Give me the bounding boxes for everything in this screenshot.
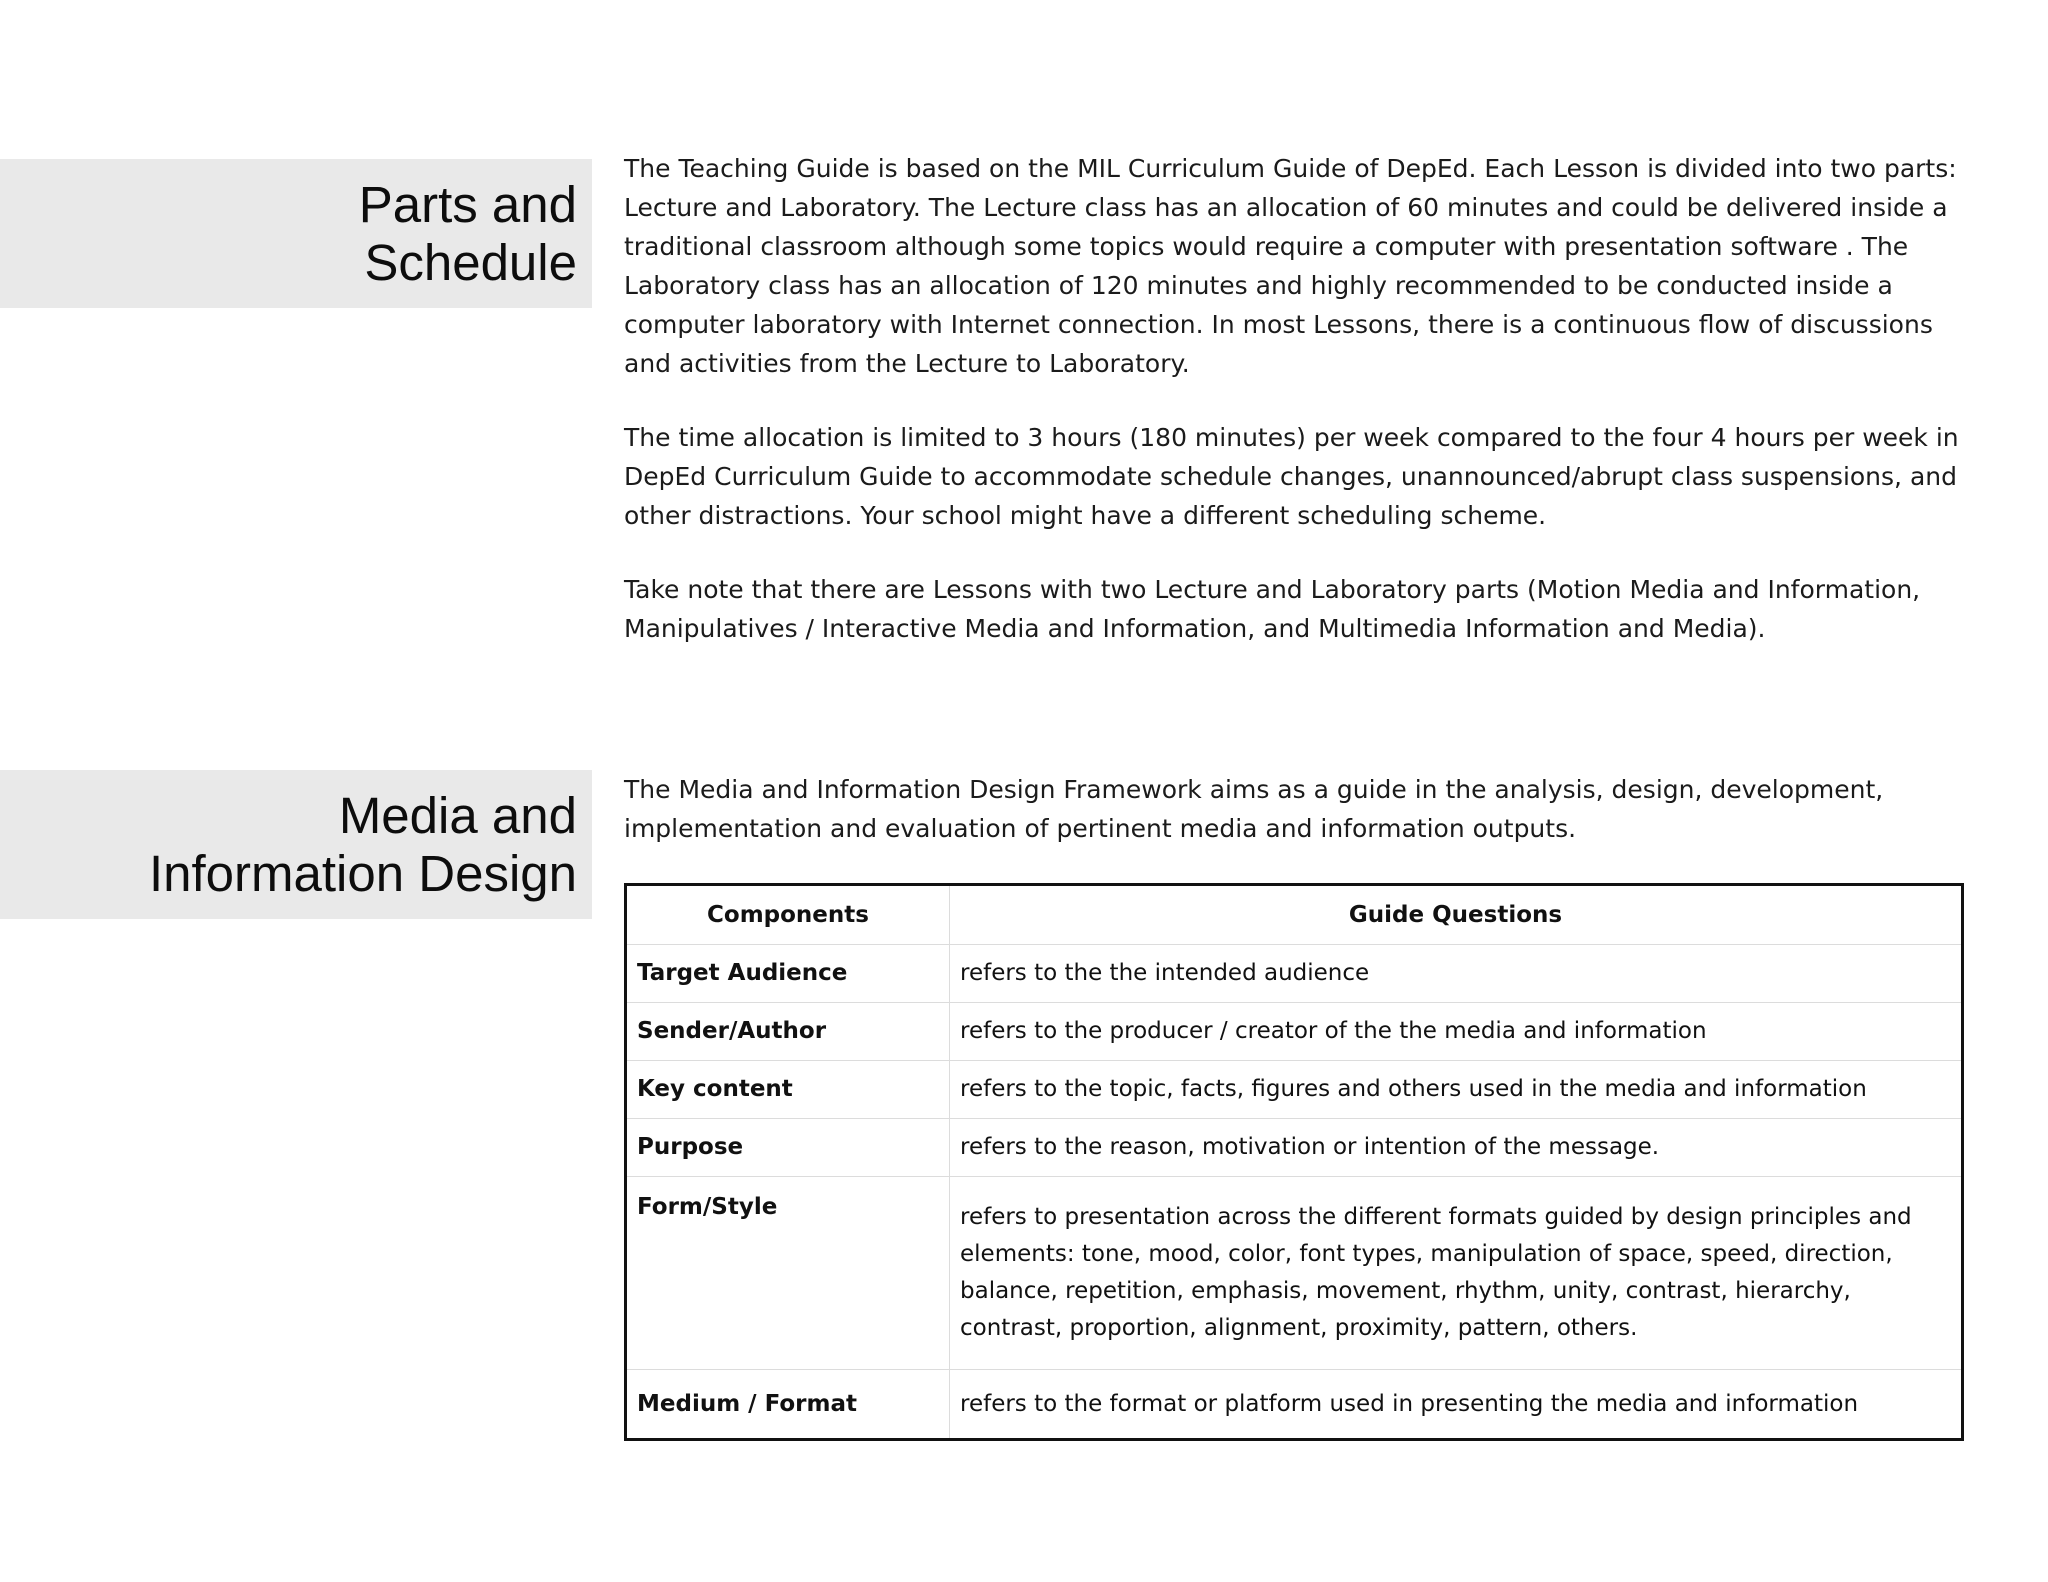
description-cell: refers to presentation across the different formats guided by design principles and elements: tone, mood, color, font types, manipulation of space, speed, direction, balance, repetition, emphasis, movement, rhythm, unity, contrast, hierarchy, contrast, proportion, alignment, proximity, pattern, others.: [950, 1177, 1963, 1370]
heading-line: Information Design: [148, 844, 577, 902]
column-header-components: Components: [626, 885, 950, 945]
table-row: [626, 1177, 1963, 1370]
section-heading-media-and-information-design: [0, 770, 592, 919]
section-body-media-and-information-design: [624, 770, 1969, 848]
heading-line: Schedule: [364, 233, 577, 291]
table-row: [626, 945, 1963, 1003]
paragraph: The Teaching Guide is based on the MIL Curriculum Guide of DepEd. Each Lesson is divided into two parts: Lecture and Laboratory. The Lecture class has an allocation of 60 minutes and could be delivered inside a traditional classroom although some topics would require a computer with presentation software . The Laboratory class has an allocation of 120 minutes and highly recommended to be conducted inside a computer laboratory with Internet connection. In most Lessons, there is a continuous flow of discussions and activities from the Lecture to Laboratory.: [624, 154, 1957, 378]
heading-line: Media and: [338, 786, 577, 844]
table-row: [626, 1061, 1963, 1119]
section-body-parts-and-schedule: [624, 149, 1969, 648]
description-cell: refers to the the intended audience: [950, 945, 1963, 1003]
paragraph: Take note that there are Lessons with two Lecture and Laboratory parts (Motion Media and Information, Manipulatives / Interactive Media and Information, and Multimedia Information and Media).: [624, 575, 1921, 643]
component-cell: Purpose: [626, 1119, 950, 1177]
table-row: [626, 1370, 1963, 1440]
heading-line: Parts and: [358, 175, 577, 233]
description-cell: refers to the producer / creator of the the media and information: [950, 1003, 1963, 1061]
component-cell: Key content: [626, 1061, 950, 1119]
section-heading-parts-and-schedule: [0, 159, 592, 308]
component-cell: Sender/Author: [626, 1003, 950, 1061]
table-row: [626, 1003, 1963, 1061]
table-header-row: [626, 885, 1963, 945]
component-cell: Form/Style: [626, 1177, 950, 1370]
design-framework-table: [624, 883, 1964, 1441]
column-header-guide-questions: Guide Questions: [950, 885, 1963, 945]
component-cell: Medium / Format: [626, 1370, 950, 1440]
table-row: [626, 1119, 1963, 1177]
component-cell: Target Audience: [626, 945, 950, 1003]
paragraph: The time allocation is limited to 3 hours (180 minutes) per week compared to the four 4 hours per week in DepEd Curriculum Guide to accommodate schedule changes, unannounced/abrupt class suspensions, and other distractions. Your school might have a different scheduling scheme.: [624, 423, 1959, 530]
intro-paragraph: The Media and Information Design Framework aims as a guide in the analysis, design, development, implementation and evaluation of pertinent media and information outputs.: [624, 775, 1884, 843]
description-cell: refers to the format or platform used in presenting the media and information: [950, 1370, 1963, 1440]
description-cell: refers to the reason, motivation or intention of the message.: [950, 1119, 1963, 1177]
description-cell: refers to the topic, facts, figures and others used in the media and information: [950, 1061, 1963, 1119]
